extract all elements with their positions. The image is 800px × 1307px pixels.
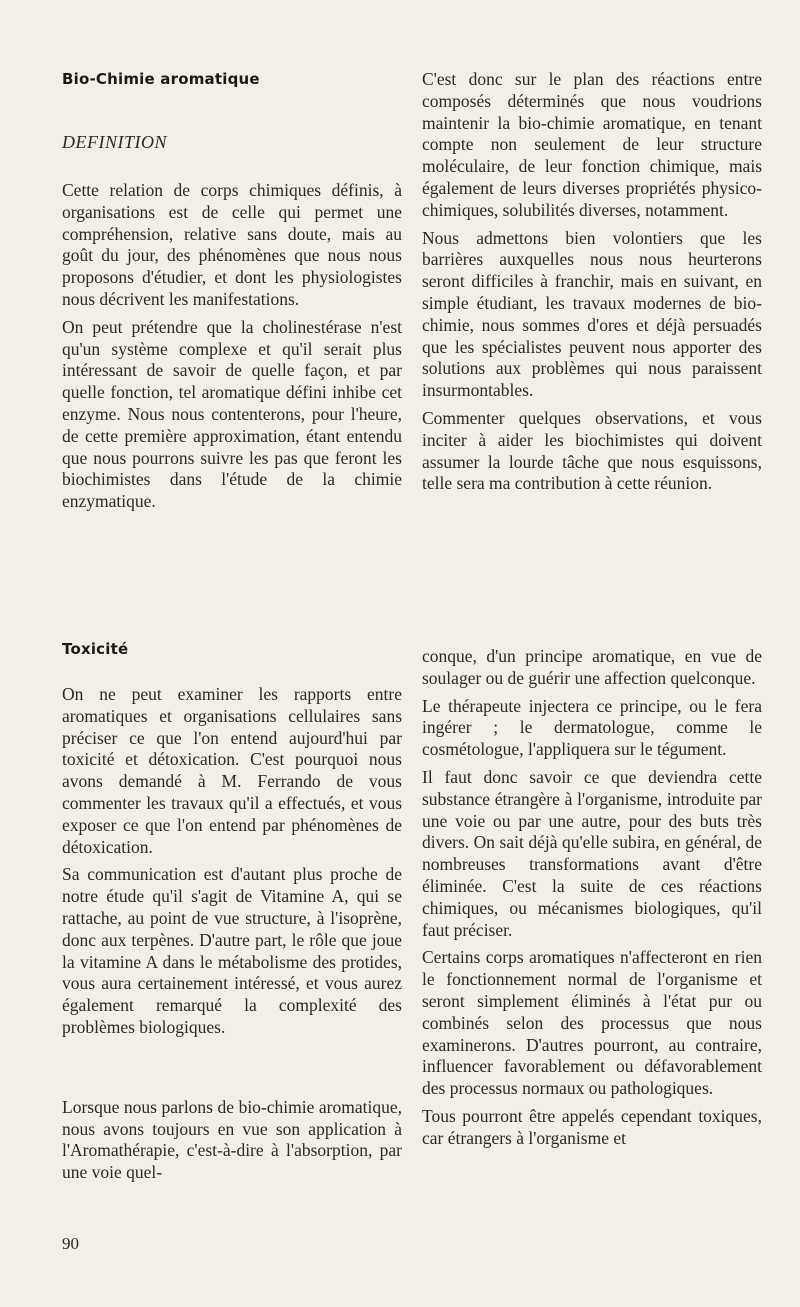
paragraph: Sa communication est d'autant plus proche de notre étude qu'il s'agit de Vitamine A, qui se rattache, au point de vue structure, à l'isoprène, donc aux terpènes. D'autre part, le rôle que joue la vitamine A dans le métabolisme des protides, vous aura certainement intéressé, et vous aurez également remarqué la complexité des problèmes biologiques. xyxy=(62,864,402,1037)
paragraph: C'est donc sur le plan des réactions entre composés déterminés que nous voudrions maintenir la bio-chimie aromatique, en tenant compte non seulement de leur structure moléculaire, de leur fonction chimique, mais également de leurs diverses propriétés physico-chimiques, solubilités diverses, notamment. xyxy=(422,69,762,220)
section1-right-column xyxy=(422,69,762,501)
section2-heading: Toxicité xyxy=(62,640,129,658)
paragraph: Nous admettons bien volontiers que les barrières auxquelles nous nous heurterons seront difficiles à franchir, mais en suivant, en simple étudiant, les travaux modernes de bio-chimie, nous sommes d'ores et déjà persuadés que les spécialistes peuvent nous apporter des solutions aux problèmes qui nous paraissent insurmontables. xyxy=(422,227,762,401)
section2-right-column xyxy=(422,646,762,1156)
paragraph: Le thérapeute injectera ce principe, ou le fera ingérer ; le dermatologue, comme le cosmétologue, l'appliquera sur le tégument. xyxy=(422,695,762,760)
paragraph: On ne peut examiner les rapports entre aromatiques et organisations cellulaires sans préciser ce que l'on entend aujourd'hui par toxicité et détoxication. C'est pourquoi nous avons demandé à M. Ferrando de vous commenter les travaux qu'il a effectués, et vous exposer ce que l'on entend par phénomènes de détoxication. xyxy=(62,684,402,857)
page-number: 90 xyxy=(62,1234,79,1253)
paragraph: Lorsque nous parlons de bio-chimie aromatique, nous avons toujours en vue son application à l'Aromathérapie, c'est-à-dire à l'absorption, par une voie quel- xyxy=(62,1096,402,1183)
paragraph: Certains corps aromatiques n'affecteront en rien le fonctionnement normal de l'organisme et seront simplement éliminés à l'état pur ou combinés selon des processus que nous examinerons. D'autres pourront, au contraire, influencer favorablement ou défavorablement des processus normaux ou pathologiques. xyxy=(422,947,762,1099)
paragraph: Commenter quelques observations, et vous inciter à aider les biochimistes qui doivent assumer la lourde tâche que nous esquissons, telle sera ma contribution à cette réunion. xyxy=(422,407,762,494)
section2-left-column xyxy=(62,640,402,1190)
paragraph: Cette relation de corps chimiques définis, à organisations est de celle qui permet une compréhension, relative sans doute, mais au goût du jour, des phénomènes que nous nous proposons d'étudier, et dont les physiologistes nous décrivent les manifestations. xyxy=(62,180,402,309)
paragraph: On peut prétendre que la cholinestérase n'est qu'un système complexe et qu'il serait plus intéressant de savoir de quelle façon, et par quelle fonction, tel aromatique défini inhibe cet enzyme. Nous nous contenterons, pour l'heure, de cette première approximation, étant entendu que nous pourrons suivre les pas que feront les biochimistes dans l'étude de la chimie enzymatique. xyxy=(62,316,402,512)
section1-left-column xyxy=(62,70,402,519)
paragraph: Il faut donc savoir ce que deviendra cette substance étrangère à l'organisme, introduite par une voie ou par une autre, pour des buts très divers. On sait déjà qu'elle subira, en général, de nombreuses transformations avant d'être éliminée. C'est la suite de ces réactions chimiques, ou mécanismes biologiques, qu'il faut préciser. xyxy=(422,766,762,940)
section1-subheading: DEFINITION xyxy=(62,132,167,152)
paragraph: conque, d'un principe aromatique, en vue de soulager ou de guérir une affection quelconque. xyxy=(422,646,762,688)
paragraph: Tous pourront être appelés cependant toxiques, car étrangers à l'organisme et xyxy=(422,1105,762,1148)
section1-heading: Bio-Chimie aromatique xyxy=(62,70,260,88)
